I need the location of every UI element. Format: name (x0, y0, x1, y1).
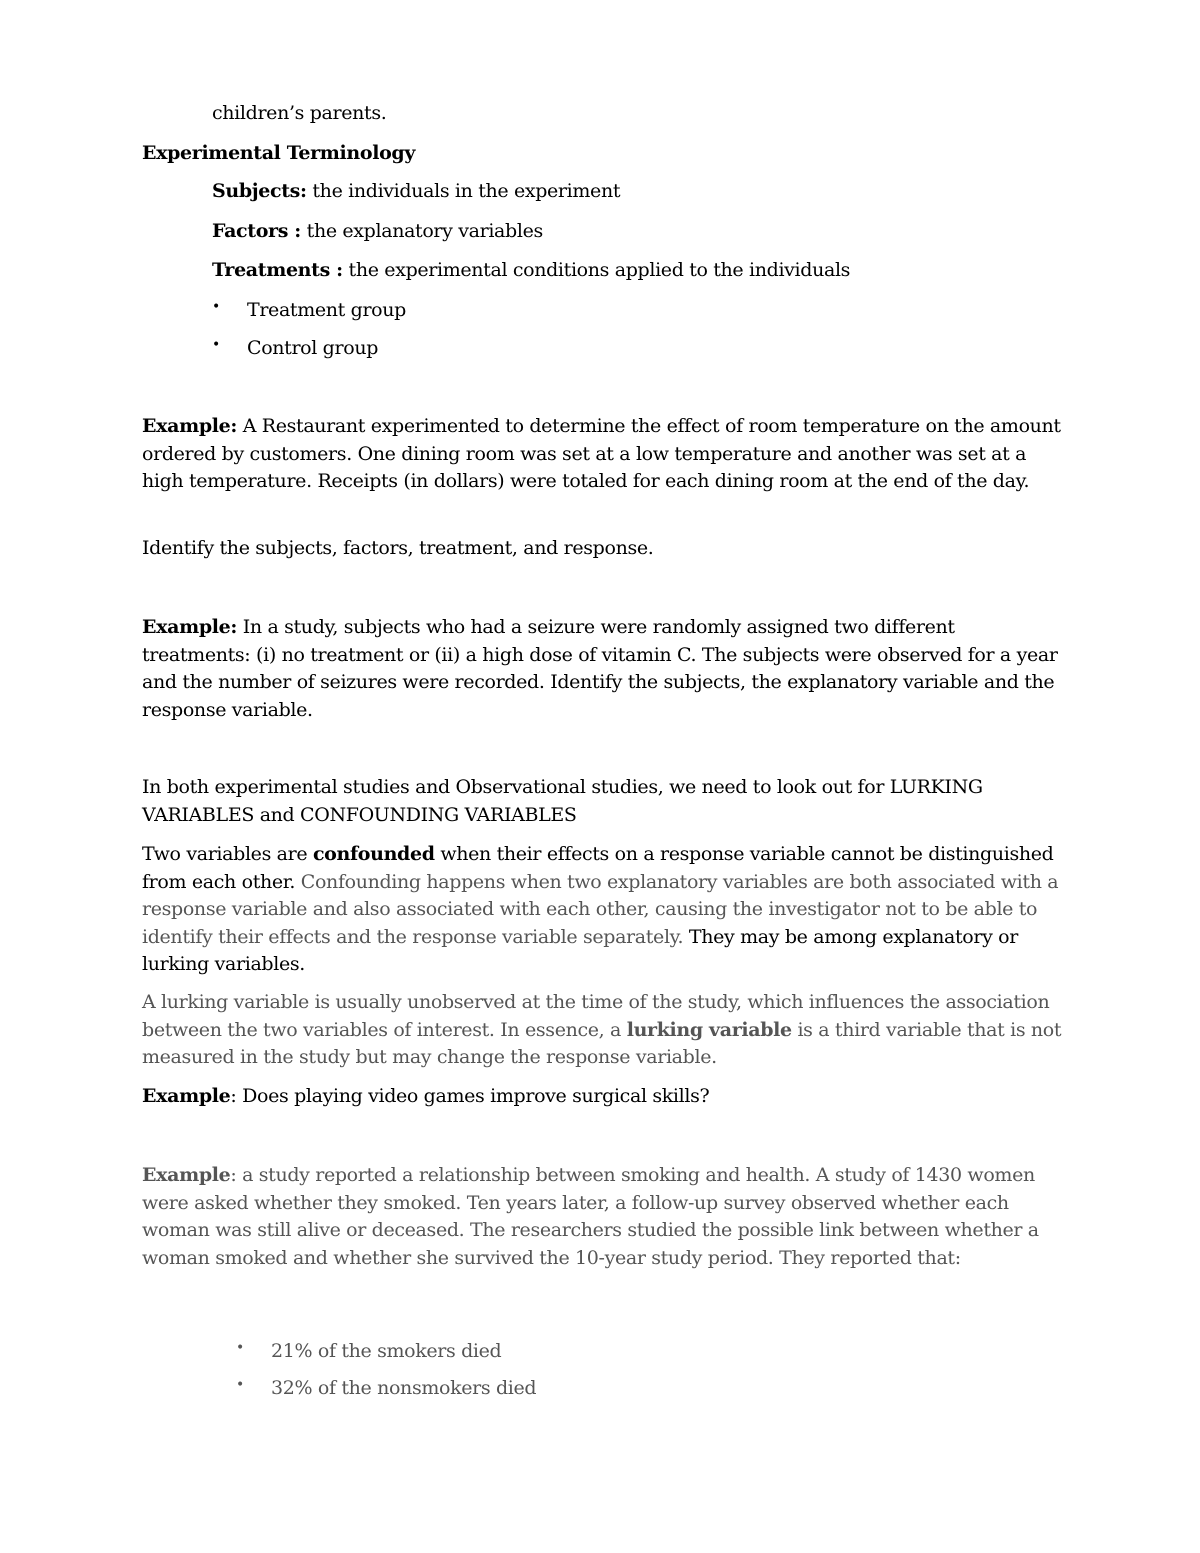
confounded-post: when their effects on a response variable cannot be distinguished from each other. (142, 843, 1054, 893)
example-label: Example (142, 1164, 231, 1186)
example-label: Example: (142, 616, 238, 638)
example-seizure (142, 614, 1067, 724)
confounded-tail: They may be among explanatory or lurking variables. (142, 925, 1018, 975)
example-text: A Restaurant experimented to determine the effect of room temperature on the amount ordered by customers. One dining room was set at a low temperature and another was set at a high temperature. Receipts (in dollars) were totaled for each dining room at the end of the day. (142, 415, 1061, 492)
example-text: In a study, subjects who had a seizure were randomly assigned two different treatments: (i) no treatment or (ii) a high dose of vitamin C. The subjects were observed for a year and the number of seizures were recorded. Identify the subjects, the explanatory variable and the response variable. (142, 616, 1058, 721)
example-text: : a study reported a relationship between smoking and health. A study of 1430 women were asked whether they smoked. Ten years later, a follow-up survey observed whether each woman was still alive or deceased. The researchers studied the possible link between whether a woman smoked and whether she survived the 10-year study period. They reported that: (142, 1164, 1039, 1269)
example-label: Example: (142, 415, 238, 437)
terminology-heading: Experimental Terminology (142, 142, 416, 164)
document-page: children’s parents. Experimental Terminology Subjects: the individuals in the experiment Factors : the explanatory variables Treatments : the experimental conditions applied to the individuals • Treatment group • Control group Example: A Restaurant experimented to determine the effect of room temperature on the amount ordered by customers. One dining room was set at a low temperature and another was set at a high temperature. Receipts (in dollars) were totaled for each dining room at the end of the day. Identify the subjects, factors, treatment, and response. Example: In a study, subjects who had a seizure were randomly assigned two different treatments: (i) no treatment or (ii) a high dose of vitamin C. The subjects were observed for a year and the number of seizures were recorded. Identify the subjects, the explanatory variable and the response variable. In both experimental studies and Observational studies, we need to look out for LURKING VARIABLES and CONFOUNDING VARIABLES Two variables are confounded when their effects on a response variable cannot be distinguished from each other. Confounding happens when two explanatory variables are both associated with a response variable and also associated with each other, causing the investigator not to be able to identify their effects and the response variable separately. They may be among explanatory or lurking variables. A lurking variable is usually unobserved at the time of the study, which influences the association between the two variables of interest. In essence, a lurking variable is a third variable that is not measured in the study but may change the response variable. Example: Does playing video games improve surgical skills? Example: a study reported a relationship between smoking and health. A study of 1430 women were asked whether they smoked. Ten years later, a follow-up survey observed whether each woman was still alive or deceased. The researchers studied the possible link between whether a woman smoked and whether she survived the 10-year study period. They reported that: • 21% of the smokers died • 32% of the nonsmokers died (0, 0, 1200, 1553)
lurking-post: is a third variable that is not measured in the study but may change the response variable. (142, 1018, 1062, 1068)
factors-definition (212, 220, 543, 242)
example-label: Example (142, 1085, 231, 1107)
example-restaurant (142, 413, 1067, 496)
confounded-explanation: Confounding happens when two explanatory variables are both associated with a response variable and also associated with each other, causing the investigator not to be able to identify their effects and the response variable separately. (142, 870, 1059, 948)
lurking-pre: A lurking variable is usually unobserved at the time of the study, which influences the association between the two variables of interest. In essence, a (142, 991, 1050, 1041)
factors-text: the explanatory variables (300, 220, 543, 242)
example-text: : Does playing video games improve surgical skills? (230, 1085, 710, 1107)
treatments-term: Treatments : (212, 259, 343, 281)
confounded-term: confounded (312, 843, 435, 865)
bullet-icon: • (236, 1340, 244, 1356)
subjects-definition (212, 180, 620, 202)
lurking-definition (142, 989, 1067, 1072)
example-video-games (142, 1085, 709, 1107)
confounded-definition (142, 841, 1067, 979)
lurking-intro: In both experimental studies and Observational studies, we need to look out for LURKING VARIABLES and CONFOUNDING VARIABLES (142, 776, 983, 826)
example-smoking (142, 1162, 1067, 1272)
treatments-definition (212, 259, 850, 281)
subjects-text: the individuals in the experiment (306, 180, 621, 202)
lurking-term: lurking variable (626, 1018, 792, 1041)
subjects-term: Subjects: (212, 180, 307, 202)
example-restaurant-question: Identify the subjects, factors, treatment, and response. (142, 537, 654, 559)
factors-term: Factors : (212, 220, 301, 242)
confounded-pre: Two variables are (142, 843, 313, 865)
treatments-text: the experimental conditions applied to the individuals (342, 259, 851, 281)
bullet-icon: • (212, 337, 220, 353)
intro-tail-text: children’s parents. (212, 102, 387, 124)
bullet-icon: • (212, 299, 220, 315)
bullet-icon: • (236, 1377, 244, 1393)
